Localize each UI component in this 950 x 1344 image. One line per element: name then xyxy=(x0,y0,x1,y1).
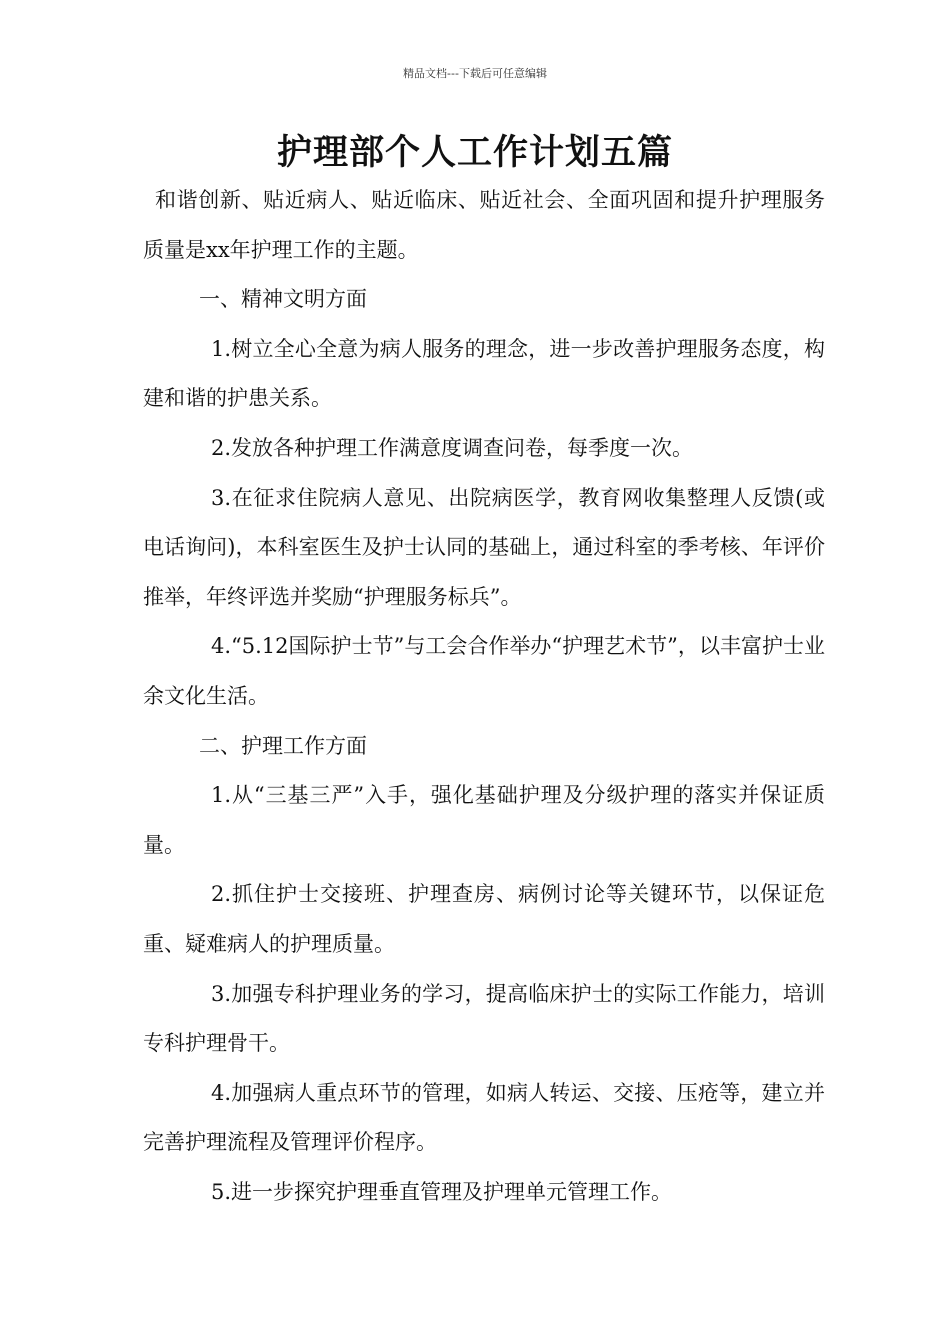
list-item: 3.加强专科护理业务的学习，提高临床护士的实际工作能力，培训专科护理骨干。 xyxy=(143,981,825,1056)
document-body xyxy=(143,176,825,1217)
list-item: 3.在征求住院病人意见、出院病医学，教育网收集整理人反馈(或电话询问)，本科室医生及护士认同的基础上，通过科室的季考核、年评价推举，年终评选并奖励“护理服务标兵”。 xyxy=(143,485,825,609)
list-item: 5.进一步探究护理垂直管理及护理单元管理工作。 xyxy=(211,1179,673,1204)
document-title: 护理部个人工作计划五篇 xyxy=(276,133,673,173)
list-item: 4.“5.12国际护士节”与工会合作举办“护理艺术节”，以丰富护士业余文化生活。 xyxy=(143,634,825,708)
list-item: 1.从“三基三严”入手，强化基础护理及分级护理的落实并保证质量。 xyxy=(143,783,825,857)
list-item: 4.加强病人重点环节的管理，如病人转运、交接、压疮等，建立并完善护理流程及管理评价程序。 xyxy=(143,1080,825,1155)
intro-paragraph: 和谐创新、贴近病人、贴近临床、贴近社会、全面巩固和提升护理服务质量是xx年护理工作的主题。 xyxy=(143,188,825,262)
list-item: 2.抓住护士交接班、护理查房、病例讨论等关键环节，以保证危重、疑难病人的护理质量。 xyxy=(143,882,825,956)
list-item: 2.发放各种护理工作满意度调查问卷，每季度一次。 xyxy=(211,435,694,460)
section-heading-nursing: 二、护理工作方面 xyxy=(199,733,367,758)
section-heading-spiritual: 一、精神文明方面 xyxy=(199,287,367,312)
list-item: 1.树立全心全意为病人服务的理念，进一步改善护理服务态度，构建和谐的护患关系。 xyxy=(143,336,825,411)
page-header: 精品文档---下载后可任意编辑 xyxy=(403,67,547,80)
